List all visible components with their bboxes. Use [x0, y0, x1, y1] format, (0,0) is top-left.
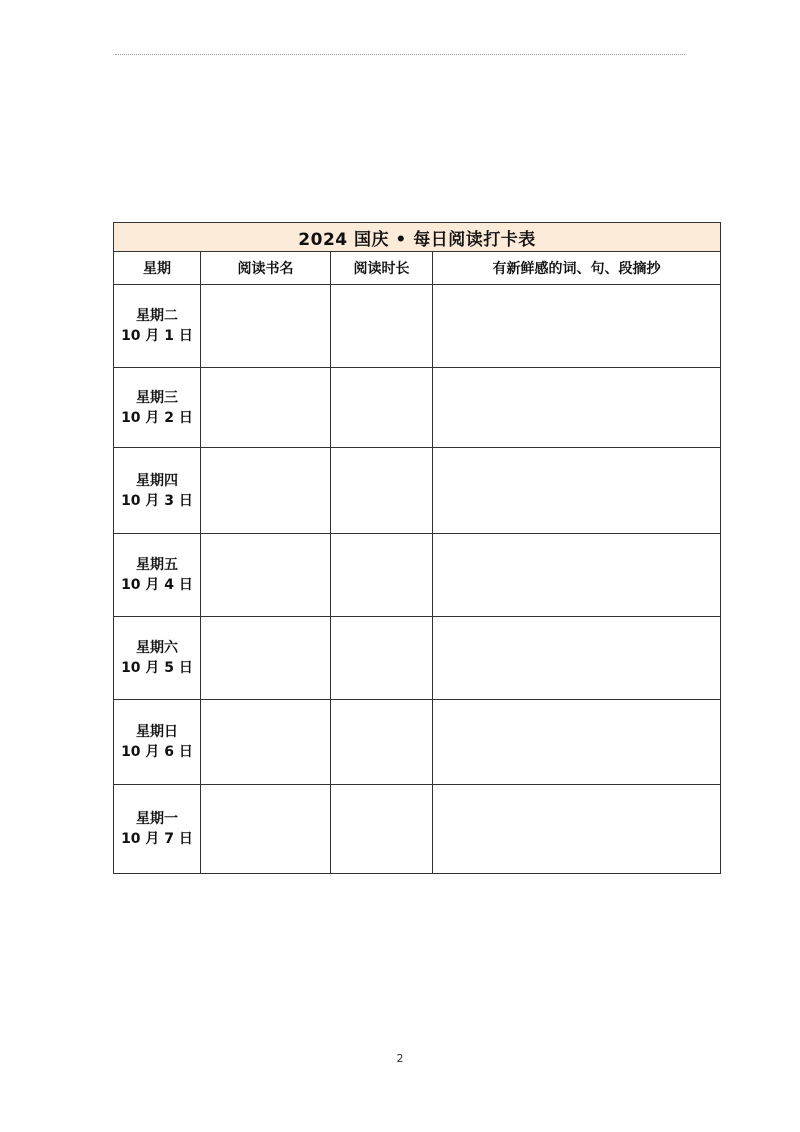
- book-name-cell[interactable]: [201, 285, 331, 368]
- weekday-label: 星期日: [136, 724, 178, 740]
- date-label: 10 月 6 日: [121, 744, 193, 760]
- day-cell: [114, 700, 201, 785]
- table-row: [114, 617, 721, 700]
- weekday-label: 星期三: [136, 389, 178, 406]
- weekday-label: 星期四: [136, 472, 178, 489]
- duration-cell[interactable]: [331, 448, 433, 534]
- day-cell: [114, 285, 201, 368]
- excerpt-cell[interactable]: [433, 534, 721, 617]
- table-row: [114, 700, 721, 785]
- day-cell: [114, 534, 201, 617]
- weekday-label: 星期五: [136, 557, 178, 573]
- day-cell: [114, 448, 201, 534]
- weekday-label: 星期六: [136, 640, 178, 656]
- weekday-label: 星期二: [136, 308, 178, 324]
- book-name-cell[interactable]: [201, 700, 331, 785]
- day-cell: [114, 368, 201, 448]
- reading-log-table: [113, 222, 721, 874]
- header-book-name: 阅读书名: [201, 252, 331, 285]
- table-row: [114, 285, 721, 368]
- excerpt-cell[interactable]: [433, 785, 721, 874]
- date-label: 10 月 1 日: [121, 328, 193, 344]
- duration-cell[interactable]: [331, 617, 433, 700]
- day-cell: [114, 785, 201, 874]
- header-weekday: 星期: [114, 252, 201, 285]
- date-label: 10 月 3 日: [121, 492, 193, 509]
- duration-cell[interactable]: [331, 785, 433, 874]
- excerpt-cell[interactable]: [433, 448, 721, 534]
- table-row: [114, 448, 721, 534]
- table-header-row: [114, 252, 721, 285]
- page-number: 2: [396, 1052, 404, 1065]
- excerpt-cell[interactable]: [433, 617, 721, 700]
- duration-cell[interactable]: [331, 368, 433, 448]
- header-excerpt: 有新鲜感的词、句、段摘抄: [433, 252, 721, 285]
- header-dotted-rule: [115, 54, 685, 55]
- duration-cell[interactable]: [331, 285, 433, 368]
- book-name-cell[interactable]: [201, 785, 331, 874]
- duration-cell[interactable]: [331, 700, 433, 785]
- date-label: 10 月 5 日: [121, 660, 193, 676]
- table-row: [114, 534, 721, 617]
- header-reading-duration: 阅读时长: [331, 252, 433, 285]
- date-label: 10 月 2 日: [121, 409, 193, 426]
- table-row: [114, 785, 721, 874]
- excerpt-cell[interactable]: [433, 368, 721, 448]
- book-name-cell[interactable]: [201, 534, 331, 617]
- day-cell: [114, 617, 201, 700]
- excerpt-cell[interactable]: [433, 285, 721, 368]
- table-title: 2024 国庆 • 每日阅读打卡表: [114, 223, 721, 252]
- book-name-cell[interactable]: [201, 368, 331, 448]
- book-name-cell[interactable]: [201, 617, 331, 700]
- book-name-cell[interactable]: [201, 448, 331, 534]
- table-title-row: [114, 223, 721, 252]
- excerpt-cell[interactable]: [433, 700, 721, 785]
- weekday-label: 星期一: [136, 811, 178, 827]
- table-row: [114, 368, 721, 448]
- date-label: 10 月 7 日: [121, 831, 193, 847]
- date-label: 10 月 4 日: [121, 577, 193, 593]
- duration-cell[interactable]: [331, 534, 433, 617]
